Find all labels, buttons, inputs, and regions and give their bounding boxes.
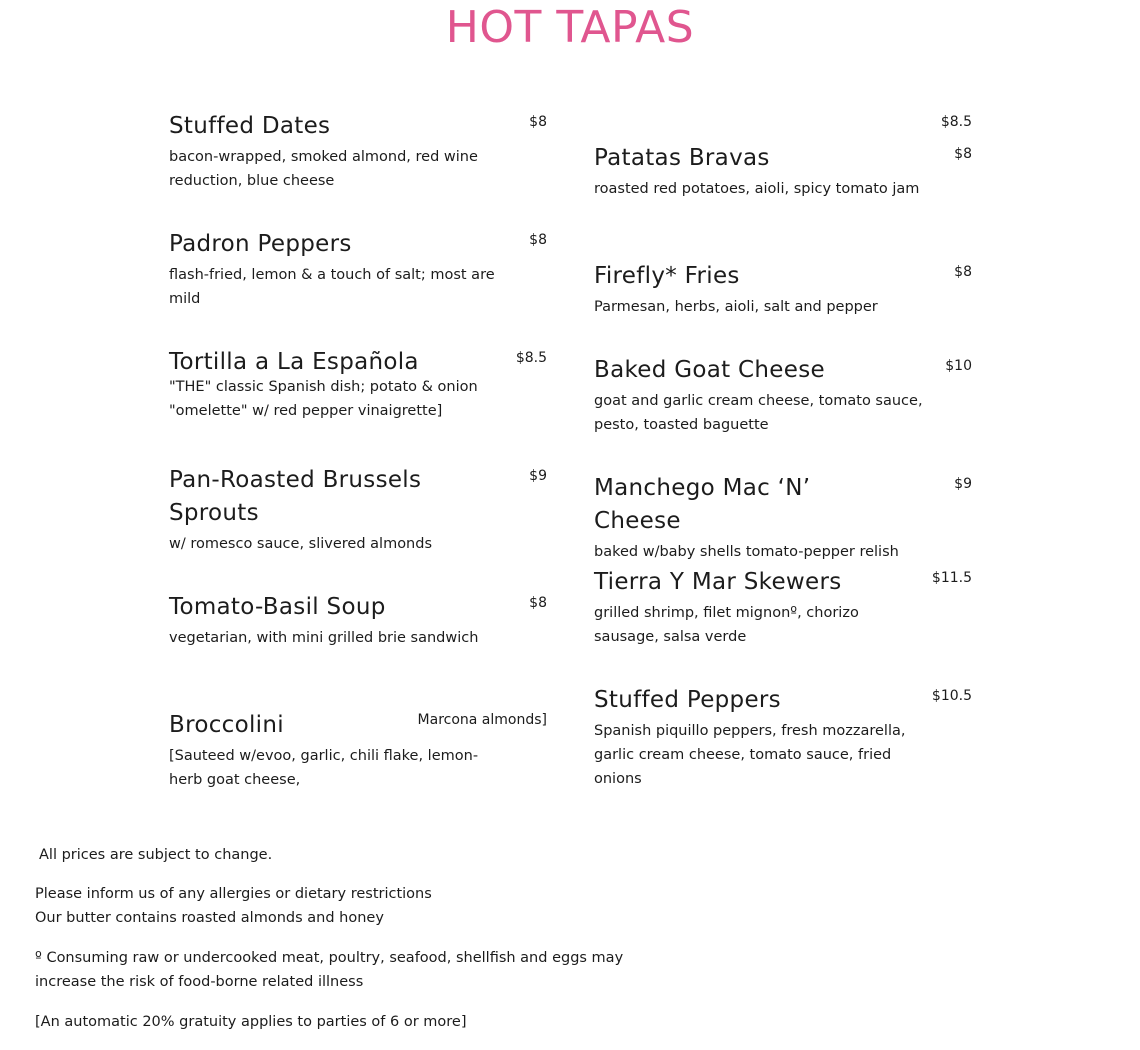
prices-note: All prices are subject to change.: [39, 847, 273, 863]
menu-item-description: Spanish piquillo peppers, fresh mozzarella, garlic cream cheese, tomato sauce, fried onions: [594, 723, 906, 787]
menu-item-name: Pan-Roasted Brussels Sprouts: [169, 467, 422, 526]
menu-item-price: $8.5: [515, 350, 547, 366]
menu-item-price: $9: [954, 476, 972, 492]
menu-item: [169, 709, 547, 792]
menu-item-description: grilled shrimp, filet mignonº, chorizo sausage, salsa verde: [594, 605, 859, 645]
allergy-note: Please inform us of any allergies or dietary restrictions: [35, 886, 432, 902]
menu-item-price: $8: [954, 264, 972, 280]
menu-item-description: baked w/baby shells tomato-pepper relish: [594, 544, 899, 560]
menu-item-price: $8: [529, 114, 547, 130]
menu-item-price: $9: [529, 468, 547, 484]
menu-item-description: Parmesan, herbs, aioli, salt and pepper: [594, 299, 878, 315]
menu-item: [594, 354, 972, 437]
menu-item-description: bacon-wrapped, smoked almond, red wine reduction, blue cheese: [169, 149, 478, 189]
menu-item: [169, 591, 547, 650]
menu-item: [594, 142, 972, 201]
menu-item: [169, 228, 547, 311]
menu-item-description: [Sauteed w/evoo, garlic, chili flake, lemon-herb goat cheese,: [169, 748, 479, 788]
footer-allergy-notes: [35, 882, 735, 930]
menu-item-name: Stuffed Dates: [169, 113, 331, 139]
menu-item-price: $10: [945, 358, 972, 374]
menu-item-price: $10.5: [931, 688, 972, 704]
menu-item-name: Patatas Bravas: [594, 145, 770, 171]
menu-item-name: Firefly* Fries: [594, 263, 740, 289]
menu-item: [594, 260, 972, 319]
menu-item: [594, 472, 972, 564]
menu-item-description: goat and garlic cream cheese, tomato sauce, pesto, toasted baguette: [594, 393, 923, 433]
menu-item: [169, 110, 547, 193]
footer-gratuity-note: [35, 1010, 735, 1034]
menu-item: [594, 684, 972, 791]
menu-item-description: roasted red potatoes, aioli, spicy tomato jam: [594, 181, 920, 197]
menu-item: [594, 566, 972, 649]
menu-item-name: Tomato-Basil Soup: [169, 594, 386, 620]
menu-item: [169, 464, 547, 556]
footer-notes: [35, 843, 735, 867]
menu-item: [169, 346, 547, 423]
page-title: HOT TAPAS: [445, 2, 695, 53]
menu-item-price: $8: [529, 595, 547, 611]
menu-item-name: Tierra Y Mar Skewers: [594, 569, 842, 595]
menu-item-price: $8: [954, 146, 972, 162]
gratuity-note: [An automatic 20% gratuity applies to parties of 6 or more]: [35, 1014, 467, 1030]
menu-column-right: [594, 110, 972, 810]
menu-column-left: [169, 110, 547, 810]
consume-note-line-2: increase the risk of food-borne related illness: [35, 974, 364, 990]
menu-item-description: "THE" classic Spanish dish; potato & onion "omelette" w/ red pepper vinaigrette]: [169, 379, 478, 419]
menu-item-price: $8.5: [940, 114, 972, 130]
menu-item-name: Tortilla a La Española: [169, 349, 419, 375]
menu-item-description: flash-fried, lemon & a touch of salt; most are mild: [169, 267, 495, 307]
butter-note: Our butter contains roasted almonds and honey: [35, 910, 384, 926]
menu-item-description: vegetarian, with mini grilled brie sandwich: [169, 630, 479, 646]
menu-item-name: Broccolini: [169, 712, 284, 738]
menu-item-name: Baked Goat Cheese: [594, 357, 825, 383]
footer-consume-notes: [35, 946, 735, 994]
menu-item-name: Padron Peppers: [169, 231, 352, 257]
menu-item-price: Marcona almonds]: [417, 712, 547, 728]
menu-item-description: w/ romesco sauce, slivered almonds: [169, 536, 433, 552]
menu-item-price: $11.5: [931, 570, 972, 586]
menu-item-name: Stuffed Peppers: [594, 687, 781, 713]
consume-note-line-1: º Consuming raw or undercooked meat, poultry, seafood, shellfish and eggs may: [35, 950, 624, 966]
menu-item-price: $8: [529, 232, 547, 248]
menu-item-name: Manchego Mac ‘N’ Cheese: [594, 475, 811, 534]
